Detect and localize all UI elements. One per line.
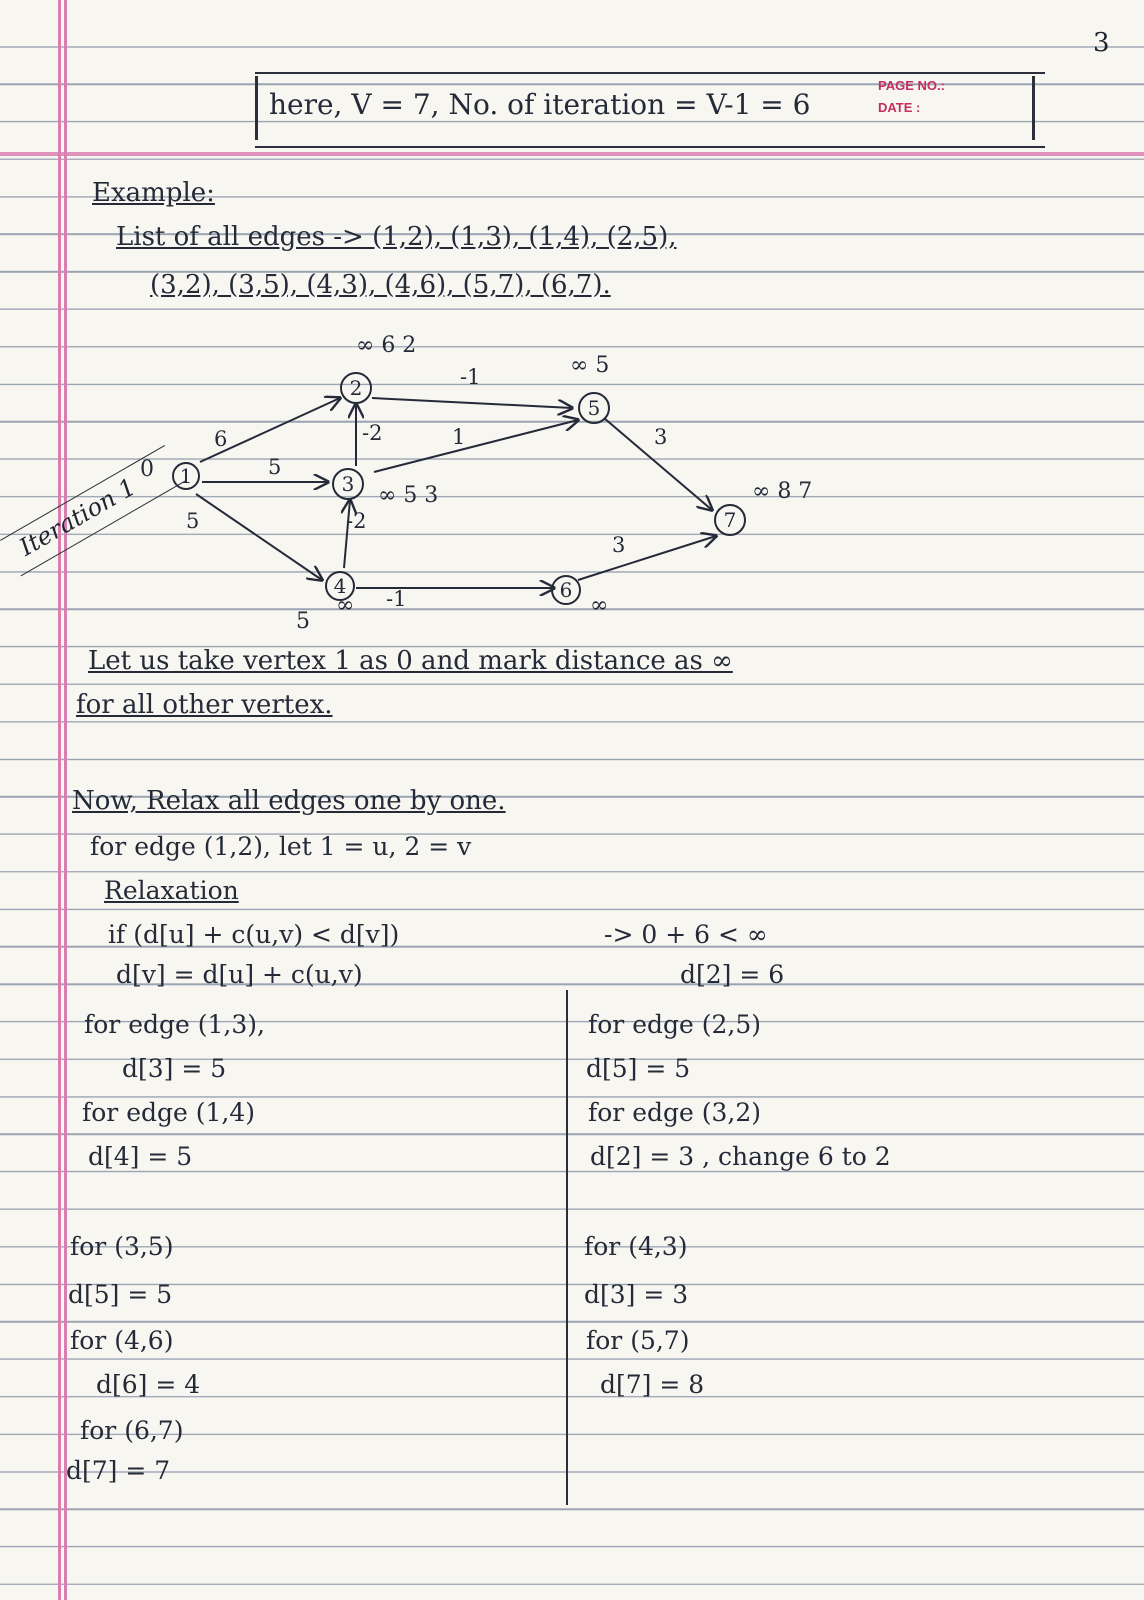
left-step: d[6] = 4: [96, 1370, 201, 1399]
node-6-dist: ∞: [590, 593, 609, 618]
right-step: d[5] = 5: [586, 1054, 691, 1083]
node-3: [333, 469, 363, 499]
stamp-page-label: PAGE NO.:: [878, 78, 945, 93]
node-1-label: 1: [179, 464, 193, 488]
intro-line-1: Let us take vertex 1 as 0 and mark distance as ∞: [88, 646, 733, 676]
edge-1-4: [196, 494, 322, 580]
page-stamp: [872, 66, 958, 126]
title-bar-right: [1032, 76, 1035, 140]
node-4-dist: 5: [296, 609, 310, 634]
edge-6-7-weight: 3: [612, 533, 626, 557]
left-step: for edge (1,4): [82, 1098, 256, 1127]
edge-5-7: [604, 418, 712, 510]
left-step: for (4,6): [70, 1326, 174, 1355]
node-3-label: 3: [341, 472, 355, 496]
page-title: here, V = 7, No. of iteration = V-1 = 6: [269, 88, 811, 121]
relax-heading: Now, Relax all edges one by one.: [72, 786, 506, 816]
left-step: for (6,7): [80, 1416, 184, 1445]
condition-line: if (d[u] + c(u,v) < d[v]): [108, 920, 400, 949]
node-6-label: 6: [559, 578, 573, 602]
edge-1-3-weight: 5: [268, 455, 282, 479]
margin-line: [58, 0, 61, 1600]
right-step: d[3] = 3: [584, 1280, 689, 1309]
edge-5-7-weight: 3: [654, 425, 668, 449]
node-6: [552, 576, 580, 604]
node-4-strike: ∞: [336, 593, 355, 618]
node-2-dist: ∞ 6 2: [356, 333, 417, 358]
edge-3-2-weight: -2: [362, 421, 383, 445]
node-4: [326, 572, 354, 600]
edge-4-6-weight: -1: [386, 587, 407, 611]
left-step: for edge (1,3),: [84, 1010, 265, 1039]
left-step: d[5] = 5: [68, 1280, 173, 1309]
example-heading: Example:: [92, 178, 215, 208]
left-step: d[3] = 5: [122, 1054, 227, 1083]
margin-line: [64, 0, 67, 1600]
edges-line-1: List of all edges -> (1,2), (1,3), (1,4), (2,5),: [116, 222, 677, 252]
edge-4-3-weight: -2: [346, 509, 367, 533]
edge-2-5-weight: -1: [460, 365, 481, 389]
right-step: d[7] = 8: [600, 1370, 705, 1399]
iteration-label: Iteration 1: [14, 472, 141, 562]
column-divider: [566, 990, 568, 1505]
condition-eval: -> 0 + 6 < ∞: [604, 920, 768, 949]
assign-line: d[v] = d[u] + c(u,v): [116, 960, 363, 989]
node-3-dist: ∞ 5 3: [378, 483, 439, 508]
edge-3-5-weight: 1: [452, 425, 466, 449]
node-5-label: 5: [587, 396, 601, 420]
node-1-dist: 0: [140, 457, 154, 482]
header-rule: [0, 152, 1144, 156]
right-step: for (4,3): [584, 1232, 688, 1261]
node-2: [341, 373, 371, 403]
node-7-dist: ∞ 8 7: [752, 479, 813, 504]
node-2-label: 2: [349, 376, 363, 400]
stamp-date-label: DATE :: [878, 100, 921, 115]
intro-line-2: for all other vertex.: [76, 690, 333, 720]
right-step: for edge (3,2): [588, 1098, 762, 1127]
relaxation-label: Relaxation: [104, 876, 239, 905]
edge-3-5: [374, 420, 578, 472]
left-step: for (3,5): [70, 1232, 174, 1261]
node-5-dist: ∞ 5: [570, 353, 610, 378]
right-step: for (5,7): [586, 1326, 690, 1355]
left-step: d[4] = 5: [88, 1142, 193, 1171]
title-bar-left: [255, 76, 258, 140]
edge-6-7: [578, 536, 716, 580]
node-4-label: 4: [333, 574, 347, 598]
left-step: d[7] = 7: [66, 1456, 171, 1485]
page-number: 3: [1093, 28, 1110, 58]
node-7-label: 7: [723, 508, 737, 532]
assign-eval: d[2] = 6: [680, 960, 785, 989]
edge-4-3: [344, 500, 350, 568]
edge-2-5: [372, 398, 572, 408]
right-step: d[2] = 3 , change 6 to 2: [590, 1142, 891, 1171]
node-5: [579, 393, 609, 423]
edge-1-2-weight: 6: [214, 427, 228, 451]
node-7: [715, 505, 745, 535]
edges-line-2: (3,2), (3,5), (4,3), (4,6), (5,7), (6,7).: [150, 270, 611, 300]
right-step: for edge (2,5): [588, 1010, 762, 1039]
iteration-tag: [0, 445, 186, 576]
edge-1-2-line: for edge (1,2), let 1 = u, 2 = v: [90, 832, 472, 861]
edge-1-4-weight: 5: [186, 509, 200, 533]
edge-1-2: [200, 398, 340, 462]
